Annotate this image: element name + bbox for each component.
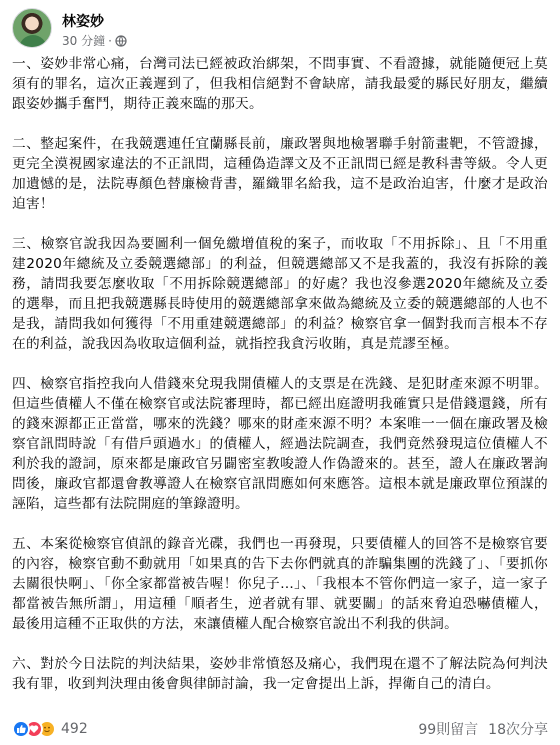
post-footer [12,718,548,740]
post-paragraph-1: 一、姿妙非常心痛，台灣司法已經被政治綁架，不問事實、不看證據，就能隨便冠上莫須有的罪名，這次正義遲到了，但我相信絕對不會缺席，請我最愛的縣民好朋友，繼續跟姿妙攜手奮鬥，期待正義來臨的那天。 [12,56,548,112]
meta-separator: · [108,33,112,48]
love-glyph [29,724,39,734]
post-paragraph-5: 五、本案從檢察官偵訊的錄音光碟，我們也一再發現，只要債權人的回答不是檢察官要的內容，檢察官動不動就用「如果真的告下去你們就真的詐騙集團的洗錢了」、「要抓你去關很快啊」、「你全家都當被告喔！你兒子…」、「我根本不管你們這一家子，這一家子都當被告無所謂」，用這種「順者生，逆者就有罪、就要關」的話來脅迫恐嚇債權人，最後用這種不正取供的方法，來讓債權人配合檢察官說出不利我的供詞。 [12,536,548,632]
shares-count[interactable]: 18次分享 [488,722,548,738]
like-glyph [16,724,26,734]
like-icon [12,720,30,738]
post-paragraph-3: 三、檢察官說我因為要圖利一個免繳增值稅的案子，而收取「不用拆除」、且「不用重建2020年總統及立委競選總部」的利益，但競選總部又不是我蓋的，我沒有拆除的義務，請問我要怎麼收取「不用拆除競選總部」的好處？我也沒參選2020年總統及立委的選舉，而且把我競選縣長時使用的競選總部拿來做為總統及立委的競選總部的人也不是我，請問我如何獲得「不用重建競選總部」的利益？檢察官拿一個對我而言根本不存在的利益，說我因為收取這個利益，就指控我貪污收賄，真是荒謬至極。 [12,236,548,352]
post-stats [418,719,548,739]
comments-count[interactable]: 99則留言 [418,722,479,738]
globe-icon[interactable] [115,35,127,47]
reaction-count[interactable]: 492 [61,721,88,737]
post-time[interactable]: 30 分鐘 [62,34,106,48]
author-name[interactable]: 林姿妙 [62,14,104,30]
avatar-figure [19,35,47,48]
reactions-summary[interactable] [12,720,88,738]
post-paragraph-6: 六、對於今日法院的判決結果，姿妙非常憤怒及痛心，我們現在還不了解法院為何判決我有罪，收到判決理由後會與律師討論，我一定會提出上訴，捍衛自己的清白。 [12,656,548,692]
post-body [12,54,548,694]
post-meta [62,32,127,49]
avatar[interactable] [12,8,52,48]
post-paragraph-2: 二、整起案件，在我競選連任宜蘭縣長前，廉政署與地檢署聯手射箭畫靶，不管證據，更完全漠視國家違法的不正訊問，這種偽造譯文及不正訊問已經是教科書等級。令人更加遺憾的是，法院專顏色替廉檢背書，羅織罪名給我，這不是政治迫害，什麼才是政治迫害！ [12,136,548,212]
post-header [12,8,548,54]
post-paragraph-4: 四、檢察官指控我向人借錢來兌現我開債權人的支票是在洗錢、是犯財產來源不明罪。但這些債權人不僅在檢察官或法院審理時，都已經出庭證明我確實只是借錢還錢，所有的錢來源都正正當當，哪來的洗錢？哪來的財產來源不明？本案唯一一個在廉政署及檢察官訊問時說「有借戶頭過水」的債權人，經過法院調查，我們竟然發現這位債權人不利於我的證詞，原來都是廉政官另闢密室教唆證人作偽證來的。甚至，證人在廉政署詢問後，廉政官都還會教導證人在檢察官訊問應如何來應答。這根本就是廉政單位預謀的誣陷，這些都有法院開庭的筆錄證明。 [12,376,548,512]
